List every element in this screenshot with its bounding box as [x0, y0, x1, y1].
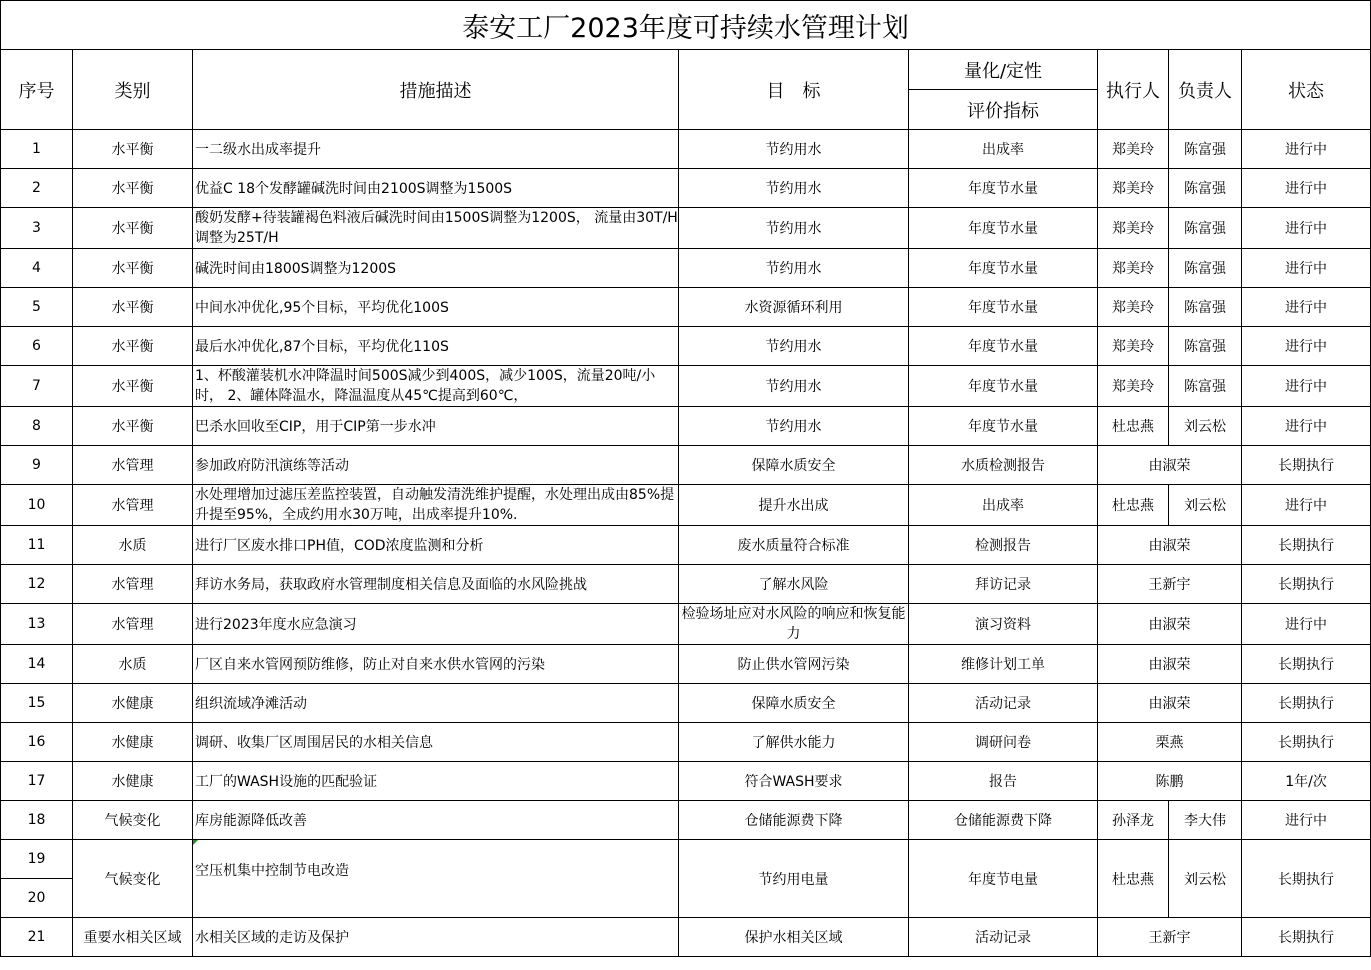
row-metric: 水质检测报告: [909, 446, 1098, 485]
row-measure: 库房能源降低改善: [193, 801, 679, 840]
row-metric: 调研问卷: [909, 723, 1098, 762]
row-metric: 拜访记录: [909, 565, 1098, 604]
row-target: 提升水出成: [679, 485, 909, 526]
row-category: 水管理: [73, 446, 193, 485]
row-category: 水管理: [73, 565, 193, 604]
row-measure: 碱洗时间由1800S调整为1200S: [193, 249, 679, 288]
row-people: 由淑荣: [1098, 604, 1242, 645]
table-body: [1, 130, 1371, 840]
row-category: 水平衡: [73, 208, 193, 249]
row-status: 进行中: [1242, 485, 1371, 526]
row-status: 进行中: [1242, 130, 1371, 169]
row-status: 长期执行: [1242, 918, 1371, 957]
row-metric: 出成率: [909, 130, 1098, 169]
table-row: [1, 485, 1371, 526]
row-executor: 杜忠燕: [1098, 407, 1169, 446]
row-category: 水平衡: [73, 288, 193, 327]
table-row: [1, 645, 1371, 684]
header-category: 类别: [73, 50, 193, 130]
row-category: 水平衡: [73, 169, 193, 208]
row-metric: 年度节水量: [909, 366, 1098, 407]
row-status: 进行中: [1242, 327, 1371, 366]
row-owner: 刘云松: [1169, 407, 1242, 446]
row-measure: 进行2023年度水应急演习: [193, 604, 679, 645]
row-target: 仓储能源费下降: [679, 801, 909, 840]
row-owner: 陈富强: [1169, 169, 1242, 208]
row-target: 保障水质安全: [679, 446, 909, 485]
row-status: 长期执行: [1242, 526, 1371, 565]
row-measure: 水处理增加过滤压差监控装置，自动触发清洗维护提醒，水处理出成由85%提升提至95%，全成约用水30万吨，出成率提升10%.: [193, 485, 679, 526]
row-measure: 1、杯酸灌装机水冲降温时间500S减少到400S，减少100S，流量20吨/小时， 2、罐体降温水，降温温度从45℃提高到60℃，: [193, 366, 679, 407]
row-category: 水管理: [73, 604, 193, 645]
table-row: [1, 169, 1371, 208]
row-category: 水健康: [73, 684, 193, 723]
row-status: 进行中: [1242, 208, 1371, 249]
table-row: [1, 407, 1371, 446]
row-people: 陈鹏: [1098, 762, 1242, 801]
row-status: 进行中: [1242, 288, 1371, 327]
row-category: 水平衡: [73, 407, 193, 446]
row-executor: 郑美玲: [1098, 169, 1169, 208]
row-people: 王新宇: [1098, 565, 1242, 604]
table-row: [1, 526, 1371, 565]
row-measure: 最后水冲优化,87个目标，平均优化110S: [193, 327, 679, 366]
row-number: 9: [1, 446, 73, 485]
row-executor: 郑美玲: [1098, 288, 1169, 327]
row-category: 气候变化: [73, 840, 193, 918]
row-measure: 酸奶发酵+待装罐褐色料液后碱洗时间由1500S调整为1200S， 流量由30T/H调整为25T/H: [193, 208, 679, 249]
row-category: 水平衡: [73, 249, 193, 288]
row-measure: 工厂的WASH设施的匹配验证: [193, 762, 679, 801]
row-number: 19: [1, 840, 73, 879]
row-measure: 中间水冲优化,95个目标，平均优化100S: [193, 288, 679, 327]
table-row: [1, 366, 1371, 407]
row-number: 10: [1, 485, 73, 526]
row-metric: 检测报告: [909, 526, 1098, 565]
row-owner: 刘云松: [1169, 840, 1242, 918]
row-number: 7: [1, 366, 73, 407]
row-people: 王新宇: [1098, 918, 1242, 957]
row-measure: 优益C 18个发酵罐碱洗时间由2100S调整为1500S: [193, 169, 679, 208]
row-number: 12: [1, 565, 73, 604]
row-status: 进行中: [1242, 169, 1371, 208]
row-owner: 陈富强: [1169, 249, 1242, 288]
row-target: 节约用水: [679, 366, 909, 407]
row-owner: 李大伟: [1169, 801, 1242, 840]
row-category: 重要水相关区域: [73, 918, 193, 957]
row-status: 长期执行: [1242, 645, 1371, 684]
table-row: [1, 684, 1371, 723]
row-category: 气候变化: [73, 801, 193, 840]
page-title: 泰安工厂2023年度可持续水管理计划: [1, 1, 1371, 50]
row-status: 进行中: [1242, 407, 1371, 446]
row-metric: 报告: [909, 762, 1098, 801]
row-target: 节约用水: [679, 208, 909, 249]
row-number: 6: [1, 327, 73, 366]
row-metric: 出成率: [909, 485, 1098, 526]
row-status: 进行中: [1242, 249, 1371, 288]
row-people: 由淑荣: [1098, 645, 1242, 684]
row-measure: [193, 840, 679, 918]
row-executor: 郑美玲: [1098, 327, 1169, 366]
table-row: [1, 288, 1371, 327]
row-owner: 刘云松: [1169, 485, 1242, 526]
row-category: 水健康: [73, 723, 193, 762]
row-metric: 维修计划工单: [909, 645, 1098, 684]
row-executor: 孙泽龙: [1098, 801, 1169, 840]
row-owner: 陈富强: [1169, 130, 1242, 169]
row-status: 1年/次: [1242, 762, 1371, 801]
table-row: [1, 723, 1371, 762]
row-status: 长期执行: [1242, 723, 1371, 762]
row-people: 由淑荣: [1098, 684, 1242, 723]
row-metric: 演习资料: [909, 604, 1098, 645]
row-metric: 年度节水量: [909, 288, 1098, 327]
row-metric: 年度节水量: [909, 208, 1098, 249]
header-executor: 执行人: [1098, 50, 1169, 130]
row-metric: 活动记录: [909, 684, 1098, 723]
row-category: 水质: [73, 645, 193, 684]
row-number: 21: [1, 918, 73, 957]
row-status: 长期执行: [1242, 684, 1371, 723]
row-target: 节约用水: [679, 407, 909, 446]
table-row: [1, 762, 1371, 801]
row-metric: 活动记录: [909, 918, 1098, 957]
row-target: 了解水风险: [679, 565, 909, 604]
row-target: 节约用电量: [679, 840, 909, 918]
table-row: [1, 604, 1371, 645]
row-measure: 拜访水务局，获取政府水管理制度相关信息及面临的水风险挑战: [193, 565, 679, 604]
table-row: [1, 801, 1371, 840]
row-metric: 年度节水量: [909, 249, 1098, 288]
header-metric-top: 量化/定性: [909, 50, 1098, 90]
header-no: 序号: [1, 50, 73, 130]
row-owner: 陈富强: [1169, 208, 1242, 249]
table-row: [1, 249, 1371, 288]
row-number: 20: [1, 879, 73, 918]
row-number: 8: [1, 407, 73, 446]
row-status: 长期执行: [1242, 446, 1371, 485]
cell-comment-marker: [193, 840, 198, 845]
row-number: 17: [1, 762, 73, 801]
row-number: 14: [1, 645, 73, 684]
row-measure-text: 空压机集中控制节电改造: [195, 863, 349, 879]
row-target: 节约用水: [679, 130, 909, 169]
row-measure: 厂区自来水管网预防维修，防止对自来水供水管网的污染: [193, 645, 679, 684]
row-target: 保障水质安全: [679, 684, 909, 723]
row-number: 2: [1, 169, 73, 208]
row-number: 11: [1, 526, 73, 565]
row-owner: 陈富强: [1169, 327, 1242, 366]
row-target: 节约用水: [679, 327, 909, 366]
row-executor: 郑美玲: [1098, 249, 1169, 288]
row-number: 1: [1, 130, 73, 169]
row-people: 由淑荣: [1098, 526, 1242, 565]
row-measure: 组织流域净滩活动: [193, 684, 679, 723]
row-status: 长期执行: [1242, 565, 1371, 604]
row-executor: 郑美玲: [1098, 130, 1169, 169]
table-row: [1, 565, 1371, 604]
row-category: 水质: [73, 526, 193, 565]
row-target: 符合WASH要求: [679, 762, 909, 801]
row-target: 节约用水: [679, 249, 909, 288]
row-people: 由淑荣: [1098, 446, 1242, 485]
table-row: [1, 208, 1371, 249]
header-status: 状态: [1242, 50, 1371, 130]
row-measure: 参加政府防汛演练等活动: [193, 446, 679, 485]
header-owner: 负责人: [1169, 50, 1242, 130]
row-status: 进行中: [1242, 366, 1371, 407]
row-category: 水平衡: [73, 327, 193, 366]
row-target: 废水质量符合标准: [679, 526, 909, 565]
row-metric: 年度节水量: [909, 327, 1098, 366]
row-target: 保护水相关区域: [679, 918, 909, 957]
row-executor: 杜忠燕: [1098, 485, 1169, 526]
row-people: 栗燕: [1098, 723, 1242, 762]
row-metric: 年度节水量: [909, 407, 1098, 446]
row-category: 水平衡: [73, 130, 193, 169]
table-row: [1, 327, 1371, 366]
row-number: 15: [1, 684, 73, 723]
row-executor: 郑美玲: [1098, 208, 1169, 249]
row-measure: 水相关区域的走访及保护: [193, 918, 679, 957]
row-owner: 陈富强: [1169, 288, 1242, 327]
row-number: 3: [1, 208, 73, 249]
row-target: 了解供水能力: [679, 723, 909, 762]
table-row: [1, 446, 1371, 485]
row-metric: 年度节水量: [909, 169, 1098, 208]
row-target: 防止供水管网污染: [679, 645, 909, 684]
row-number: 5: [1, 288, 73, 327]
row-measure: 调研、收集厂区周围居民的水相关信息: [193, 723, 679, 762]
row-status: 进行中: [1242, 604, 1371, 645]
header-target: 目 标: [679, 50, 909, 130]
row-number: 13: [1, 604, 73, 645]
row-metric: 仓储能源费下降: [909, 801, 1098, 840]
row-target: 节约用水: [679, 169, 909, 208]
row-target: 水资源循环利用: [679, 288, 909, 327]
row-status: 进行中: [1242, 801, 1371, 840]
row-category: 水管理: [73, 485, 193, 526]
row-measure: 巴杀水回收至CIP，用于CIP第一步水冲: [193, 407, 679, 446]
row-category: 水平衡: [73, 366, 193, 407]
header-metric-bottom: 评价指标: [909, 90, 1098, 130]
row-metric: 年度节电量: [909, 840, 1098, 918]
row-measure: 一二级水出成率提升: [193, 130, 679, 169]
table-row: [1, 918, 1371, 957]
table-row: [1, 130, 1371, 169]
row-number: 4: [1, 249, 73, 288]
row-category: 水健康: [73, 762, 193, 801]
row-owner: 陈富强: [1169, 366, 1242, 407]
header-measure: 措施描述: [193, 50, 679, 130]
row-target: 检验场址应对水风险的响应和恢复能力: [679, 604, 909, 645]
row-executor: 杜忠燕: [1098, 840, 1169, 918]
row-status: 长期执行: [1242, 840, 1371, 918]
row-executor: 郑美玲: [1098, 366, 1169, 407]
row-measure: 进行厂区废水排口PH值，COD浓度监测和分析: [193, 526, 679, 565]
row-number: 16: [1, 723, 73, 762]
row-number: 18: [1, 801, 73, 840]
